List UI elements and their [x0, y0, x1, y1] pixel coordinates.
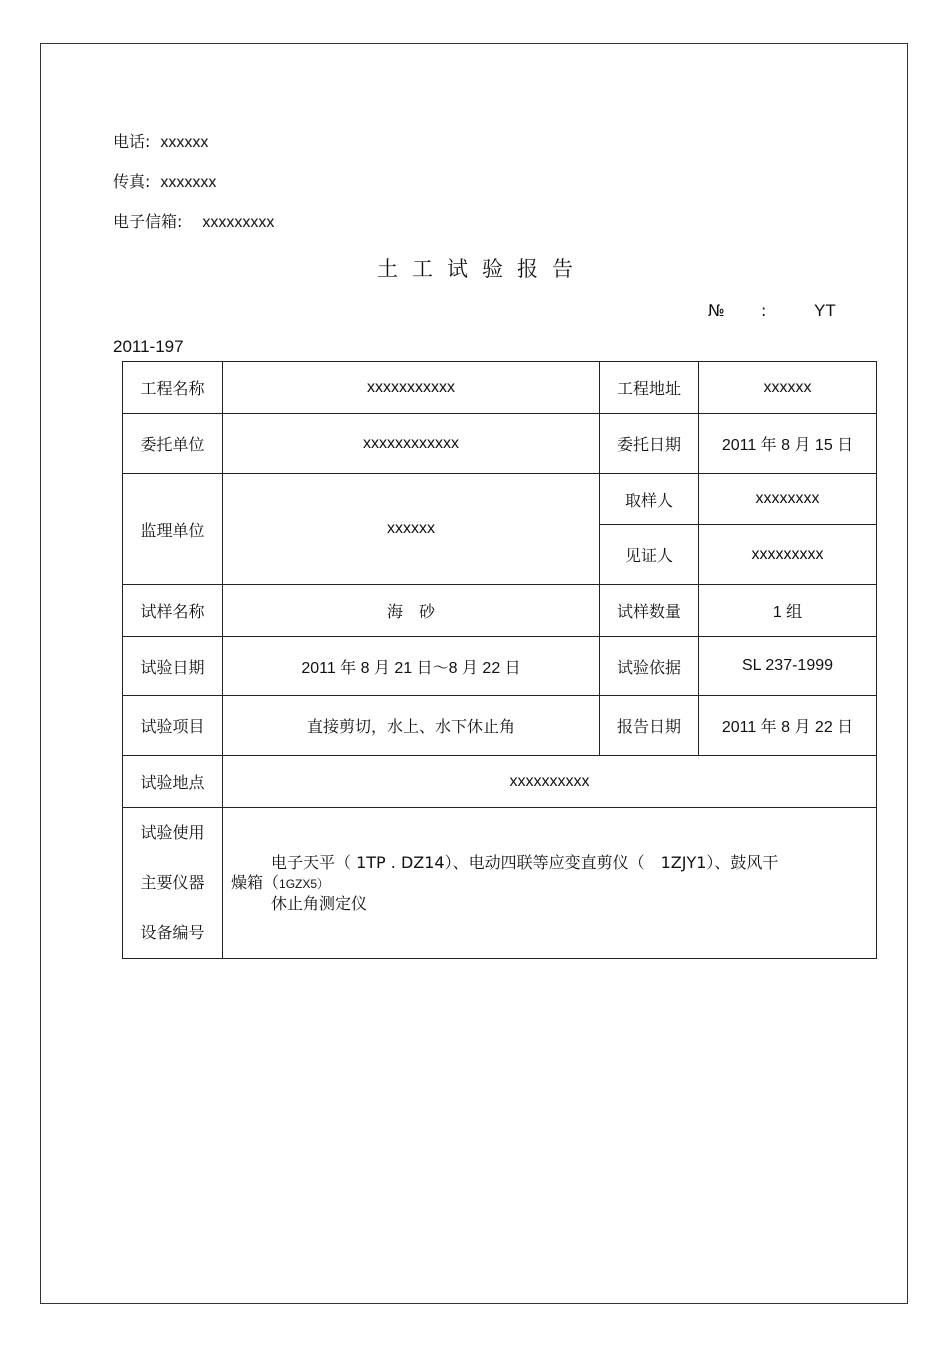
supervisor-value: xxxxxx: [223, 474, 600, 585]
report-date-label: 报告日期: [600, 696, 699, 756]
supervisor-label: 监理单位: [123, 474, 223, 585]
report-number-prefix: YT: [814, 301, 836, 320]
project-name-value: xxxxxxxxxxx: [223, 362, 600, 414]
equipment-line: [231, 873, 866, 894]
table-row: [123, 414, 877, 474]
report-date-value: 2011 年 8 月 22 日: [699, 696, 877, 756]
client-value: xxxxxxxxxxxx: [223, 414, 600, 474]
table-row: [123, 474, 877, 525]
fax-label: 传真:: [113, 172, 151, 191]
test-location-label: 试验地点: [123, 756, 223, 808]
table-row: [123, 696, 877, 756]
client-label: 委托单位: [123, 414, 223, 474]
equipment-value: [223, 808, 877, 959]
entrust-date-value: 2011 年 8 月 15 日: [699, 414, 877, 474]
equipment-line: 电子天平（ 1TP . DZ14）、电动四联等应变直剪仪（ 1ZJY1）、鼓风干: [271, 852, 779, 872]
equipment-line-main: 燥箱（: [231, 872, 280, 892]
equipment-label-line: 试验使用: [140, 823, 205, 842]
equipment-label-line: 设备编号: [140, 923, 205, 942]
project-address-value: xxxxxx: [699, 362, 877, 414]
fax-value: xxxxxxx: [160, 174, 217, 191]
sample-name-value: 海 砂: [223, 585, 600, 637]
test-date-value: 2011 年 8 月 21 日～8 月 22 日: [223, 637, 600, 696]
equipment-line: 休止角测定仪: [271, 893, 368, 913]
email-value: xxxxxxxxx: [202, 214, 275, 231]
table-row: [123, 585, 877, 637]
project-name-label: 工程名称: [123, 362, 223, 414]
test-location-value: xxxxxxxxxx: [223, 756, 877, 808]
equipment-label: [123, 808, 223, 959]
fax-line: [113, 172, 216, 193]
report-number-colon: :: [761, 301, 767, 320]
report-number-value: 2011-197: [113, 337, 184, 356]
phone-line: [113, 132, 208, 153]
table-row: [123, 808, 877, 959]
report-title: 土工试验报告: [377, 257, 587, 281]
witness-label: 见证人: [600, 525, 699, 585]
test-basis-label: 试验依据: [600, 637, 699, 696]
sample-name-label: 试样名称: [123, 585, 223, 637]
email-line: [113, 212, 274, 233]
entrust-date-label: 委托日期: [600, 414, 699, 474]
equipment-line-small: 1GZX5）: [279, 876, 330, 891]
sample-count-label: 试样数量: [600, 585, 699, 637]
table-row: [123, 362, 877, 414]
report-table: [122, 361, 877, 959]
sampler-value: xxxxxxxx: [699, 474, 877, 525]
equipment-label-line: 主要仪器: [140, 873, 205, 892]
table-row: [123, 637, 877, 696]
sampler-label: 取样人: [600, 474, 699, 525]
test-item-value: 直接剪切，水上、水下休止角: [223, 696, 600, 756]
report-number-label: №: [708, 301, 725, 320]
test-basis-value: SL 237-1999: [699, 637, 877, 696]
phone-label: 电话:: [113, 132, 151, 151]
email-label: 电子信箱:: [113, 212, 183, 231]
table-row: [123, 756, 877, 808]
test-date-label: 试验日期: [123, 637, 223, 696]
sample-count-value: 1 组: [699, 585, 877, 637]
test-item-label: 试验项目: [123, 696, 223, 756]
project-address-label: 工程地址: [600, 362, 699, 414]
phone-value: xxxxxx: [160, 134, 209, 151]
witness-value: xxxxxxxxx: [699, 525, 877, 585]
